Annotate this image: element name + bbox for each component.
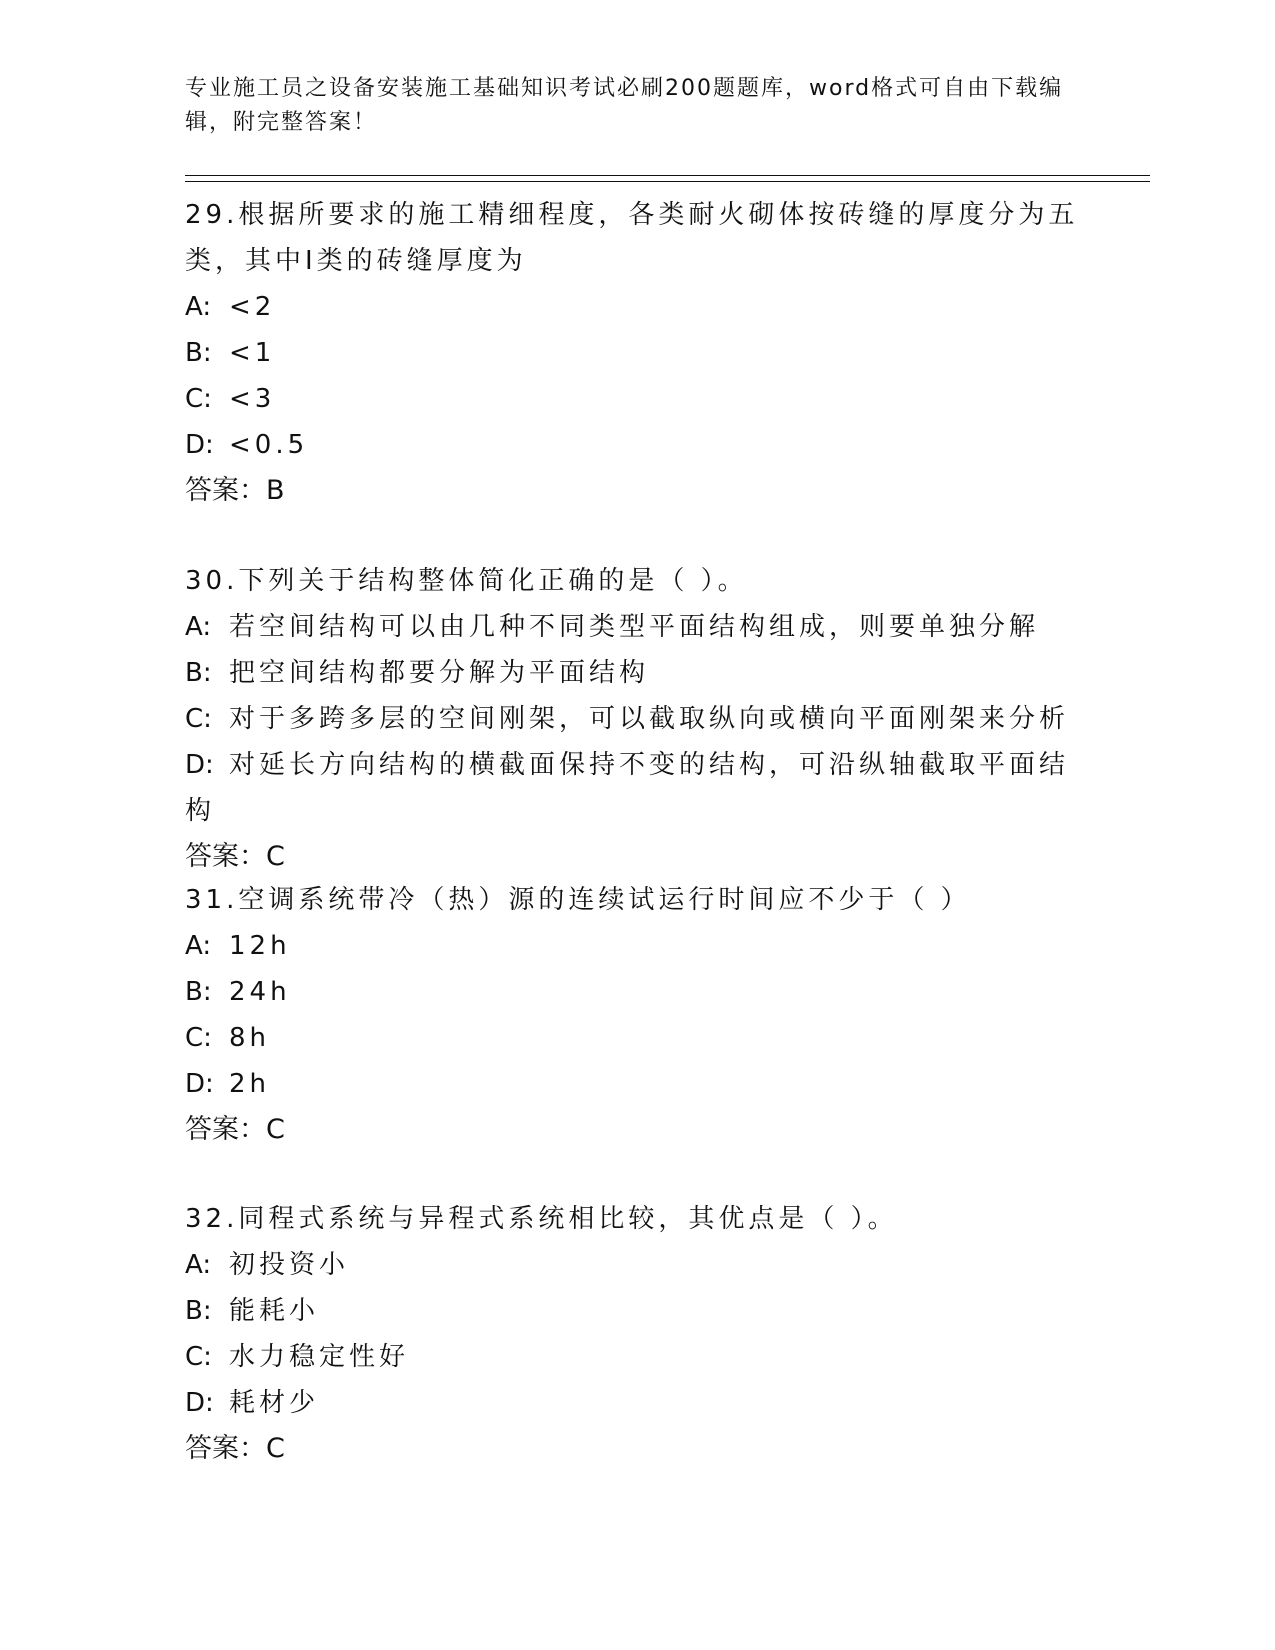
option-b [185,969,1085,1015]
option-a [185,604,1085,650]
header-divider-bottom [185,181,1150,182]
option-letter: A: [185,292,212,322]
option-a [185,923,1085,969]
option-c [185,696,1085,742]
question-stem: 31.空调系统带冷（热）源的连续试运行时间应不少于（ ） [185,885,971,915]
question-stem: 29.根据所要求的施工精细程度，各类耐火砌体按砖缝的厚度分为五类，其中Ⅰ类的砖缝厚度为 [185,200,1079,276]
question-32 [185,1196,1085,1472]
question-stem: 32.同程式系统与异程式系统相比较，其优点是（ ）。 [185,1204,898,1234]
option-d [185,742,1085,834]
option-letter: B: [185,338,212,368]
option-b [185,650,1085,696]
option-text: 24h [229,977,291,1007]
option-c [185,1334,1085,1380]
option-text: <1 [229,338,276,368]
option-text: 初投资小 [229,1250,350,1280]
option-a [185,284,1085,330]
option-b [185,330,1085,376]
option-letter: D: [185,430,214,460]
answer-line: 答案：B [185,475,285,506]
question-29 [185,192,1085,514]
option-letter: C: [185,1342,212,1372]
option-letter: D: [185,1388,214,1418]
document-header: 专业施工员之设备安装施工基础知识考试必刷200题题库，word格式可自由下载编辑，附完整答案！ [185,76,1064,135]
option-text: 若空间结构可以由几种不同类型平面结构组成，则要单独分解 [229,612,1040,642]
question-31 [185,877,1085,1153]
option-text: <2 [229,292,276,322]
option-letter: B: [185,658,212,688]
option-letter: B: [185,977,212,1007]
option-letter: D: [185,750,214,780]
header-divider-top [185,175,1150,176]
question-stem: 30.下列关于结构整体简化正确的是（ ）。 [185,566,748,596]
option-d [185,1380,1085,1426]
option-text: 对延长方向结构的横截面保持不变的结构，可沿纵轴截取平面结构 [185,750,1070,826]
option-letter: C: [185,1023,212,1053]
option-text: 把空间结构都要分解为平面结构 [229,658,650,688]
option-text: <3 [229,384,276,414]
option-text: 对于多跨多层的空间刚架，可以截取纵向或横向平面刚架来分析 [229,704,1070,734]
option-text: 水力稳定性好 [229,1342,410,1372]
option-letter: C: [185,704,212,734]
option-d [185,1061,1085,1107]
option-letter: A: [185,1250,212,1280]
answer-line: 答案：C [185,841,285,872]
option-letter: A: [185,931,212,961]
option-letter: B: [185,1296,212,1326]
option-b [185,1288,1085,1334]
option-letter: C: [185,384,212,414]
option-text: 能耗小 [229,1296,320,1326]
option-text: 8h [229,1023,271,1053]
option-text: 耗材少 [229,1388,320,1418]
option-c [185,1015,1085,1061]
option-text: 2h [229,1069,271,1099]
option-a [185,1242,1085,1288]
question-30 [185,558,1085,880]
answer-line: 答案：C [185,1433,285,1464]
option-text: <0.5 [229,430,309,460]
option-text: 12h [229,931,291,961]
option-d [185,422,1085,468]
option-c [185,376,1085,422]
answer-line: 答案：C [185,1114,285,1145]
option-letter: A: [185,612,212,642]
option-letter: D: [185,1069,214,1099]
